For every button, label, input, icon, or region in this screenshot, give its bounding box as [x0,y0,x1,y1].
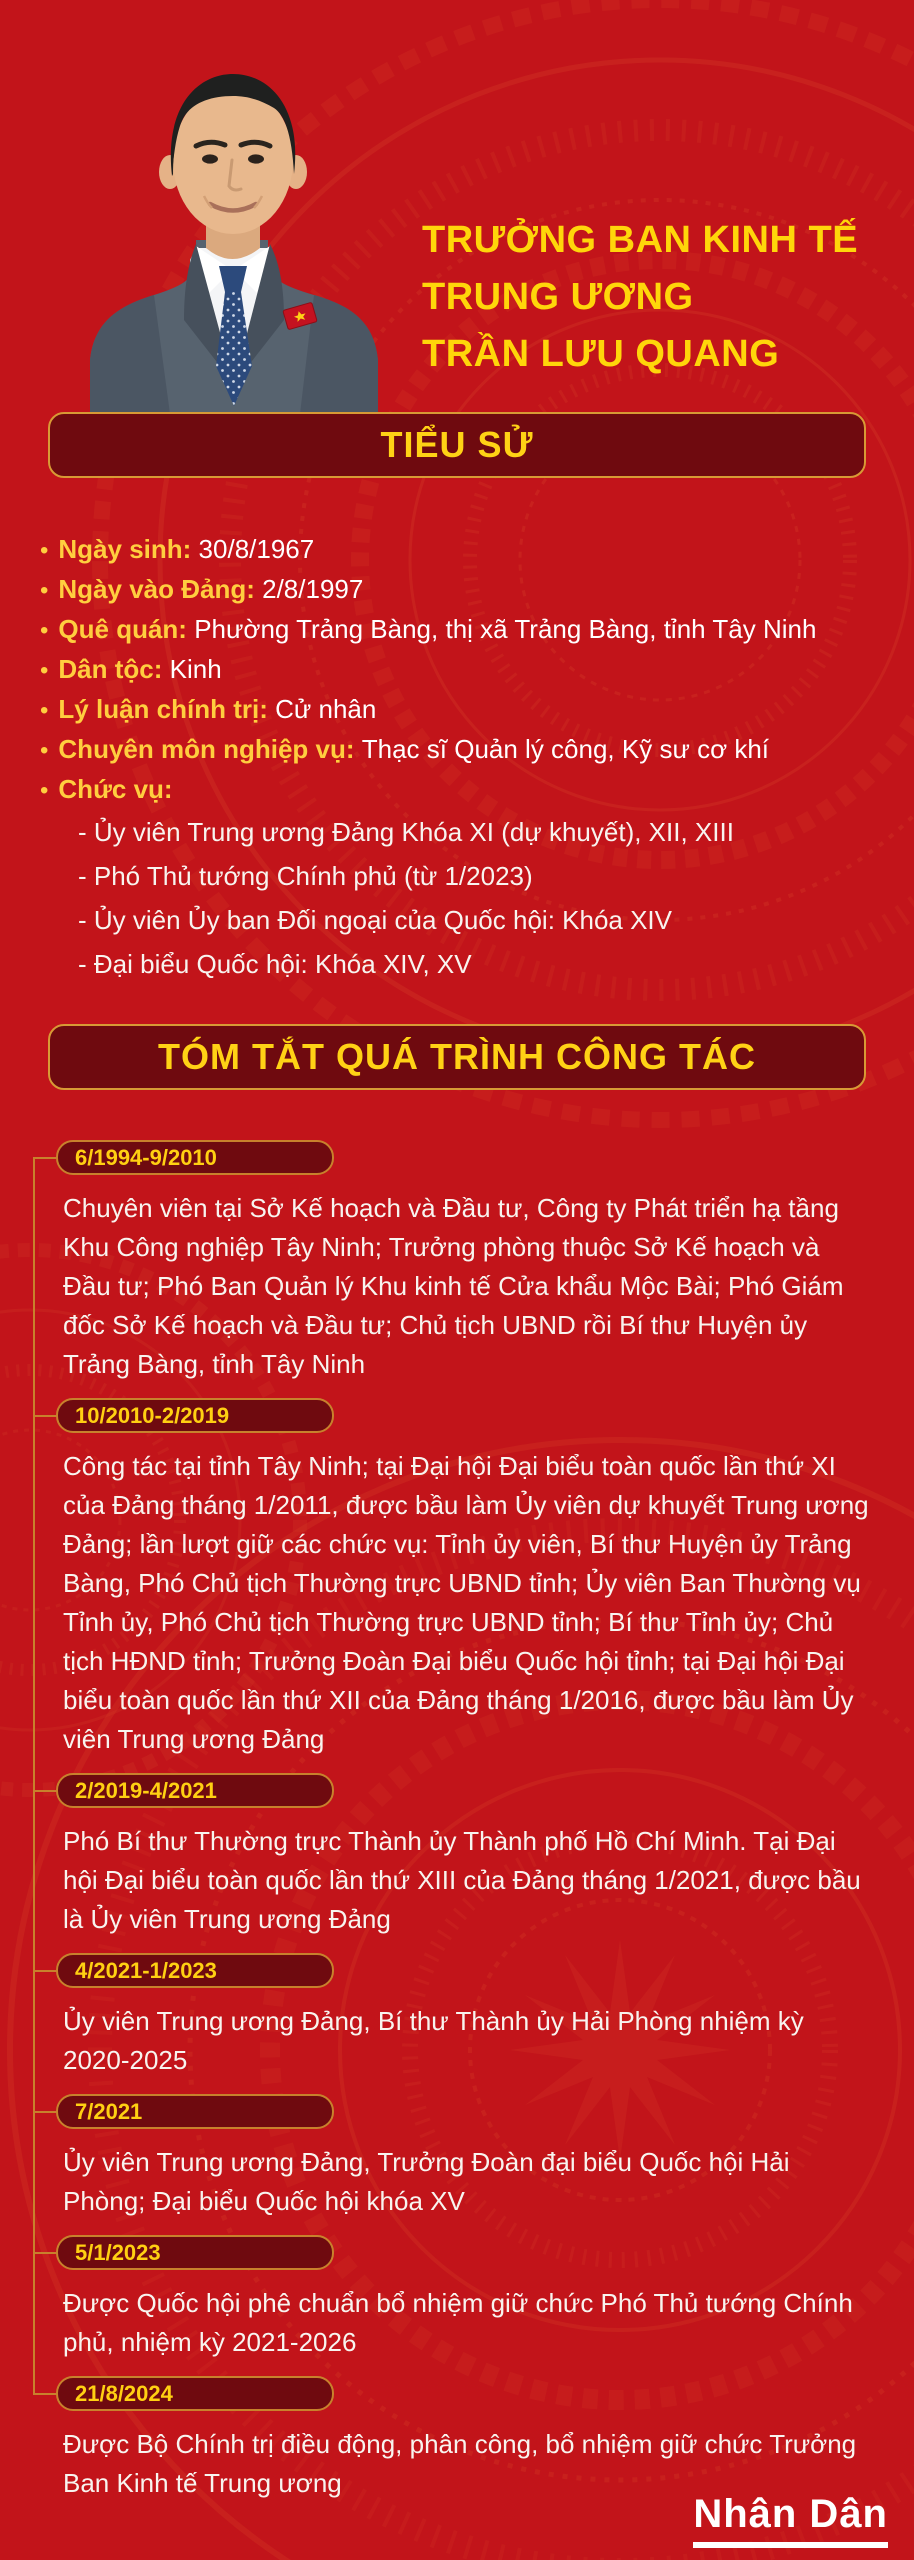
career-timeline [33,1140,874,2517]
bullet-icon: • [40,737,49,764]
timeline-description: Được Bộ Chính trị điều động, phân công, bổ nhiệm giữ chức Trưởng Ban Kinh tế Trung ương [63,2429,857,2498]
timeline-description: Ủy viên Trung ương Đảng, Bí thư Thành ủy Hải Phòng nhiệm kỳ 2020-2025 [63,2006,804,2075]
timeline-period-chip: 7/2021 [56,2094,334,2129]
bio-value: Thạc sĩ Quản lý công, Kỹ sư cơ khí [361,734,770,764]
bio-value: Kinh [169,654,222,684]
timeline-entry [33,2235,874,2362]
bio-value: 30/8/1967 [198,534,315,564]
bullet-icon: • [40,537,49,564]
timeline-description: Phó Bí thư Thường trực Thành ủy Thành phố Hồ Chí Minh. Tại Đại hội Đại biểu toàn quốc lần thứ XIII của Đảng tháng 1/2021, được bầu là Ủy viên Trung ương Đảng [63,1826,861,1934]
timeline-entry [33,1398,874,1759]
bio-position-item: - Đại biểu Quốc hội: Khóa XIV, XV [78,949,472,979]
bio-position-item: - Ủy viên Trung ương Đảng Khóa XI (dự khuyết), XII, XIII [78,817,734,847]
timeline-entry [33,1953,874,2080]
bullet-icon: • [40,617,49,644]
bio-position-item: - Phó Thủ tướng Chính phủ (từ 1/2023) [78,861,533,891]
bullet-icon: • [40,657,49,684]
portrait-photo [38,54,422,414]
timeline-entry [33,1140,874,1384]
bio-item [40,730,884,770]
timeline-period-chip: 5/1/2023 [56,2235,334,2270]
bio-value: Phường Trảng Bàng, thị xã Trảng Bàng, tỉnh Tây Ninh [194,614,817,644]
timeline-description: Ủy viên Trung ương Đảng, Trưởng Đoàn đại biểu Quốc hội Hải Phòng; Đại biểu Quốc hội khóa XV [63,2147,790,2216]
page-title [422,212,892,383]
biography-list [40,530,884,986]
bio-label: Chức vụ: [58,774,173,804]
timeline-period-chip: 2/2019-4/2021 [56,1773,334,1808]
timeline-period-chip: 4/2021-1/2023 [56,1953,334,1988]
title-line-2: TRUNG ƯƠNG [422,276,694,318]
biography-section-header: TIỂU SỬ [48,412,866,478]
bio-label: Dân tộc: [58,654,170,684]
career-section-header: TÓM TẮT QUÁ TRÌNH CÔNG TÁC [48,1024,866,1090]
bio-label: Ngày sinh: [58,534,199,564]
bio-item [40,690,884,730]
timeline-entry [33,1773,874,1939]
bio-item-positions [40,770,884,810]
timeline-period-chip: 10/2010-2/2019 [56,1398,334,1433]
bio-position-item: - Ủy viên Ủy ban Đối ngoại của Quốc hội: Khóa XIV [78,905,672,935]
title-line-1: TRƯỞNG BAN KINH TẾ [422,219,859,261]
bio-label: Ngày vào Đảng: [58,574,263,604]
portrait-illustration [38,54,422,414]
timeline-entry [33,2094,874,2221]
nhandan-logo [693,2492,888,2548]
timeline-description: Được Quốc hội phê chuẩn bổ nhiệm giữ chức Phó Thủ tướng Chính phủ, nhiệm kỳ 2021-2026 [63,2288,853,2357]
bio-value: 2/8/1997 [262,574,364,604]
bio-item [40,570,884,610]
timeline-spine [33,1157,35,2393]
nhandan-logo-text: Nhân Dân [693,2492,888,2536]
bio-label: Lý luận chính trị: [58,694,276,724]
timeline-entry [33,2376,874,2503]
timeline-description: Công tác tại tỉnh Tây Ninh; tại Đại hội Đại biểu toàn quốc lần thứ XI của Đảng tháng 1/2011, được bầu làm Ủy viên dự khuyết Trung ương Đảng; lần lượt giữ các chức vụ: Tỉnh ủy viên, Bí thư Huyện ủy Trảng Bàng, Phó Chủ tịch Thường trực UBND tỉnh; Ủy viên Ban Thường vụ Tỉnh ủy, Phó Chủ tịch Thường trực UBND tỉnh; Bí thư Tỉnh ủy; Chủ tịch HĐND tỉnh; Trưởng Đoàn Đại biểu Quốc hội tỉnh; tại Đại hội Đại biểu toàn quốc lần thứ XII của Đảng tháng 1/2016, được bầu làm Ủy viên Trung ương Đảng [63,1451,869,1754]
bullet-icon: • [40,777,49,804]
bullet-icon: • [40,697,49,724]
title-line-3: TRẦN LƯU QUANG [422,333,780,375]
bio-item [40,610,884,650]
bio-value: Cử nhân [275,694,377,724]
timeline-period-chip: 6/1994-9/2010 [56,1140,334,1175]
bullet-icon: • [40,577,49,604]
bio-item [40,650,884,690]
timeline-period-chip: 21/8/2024 [56,2376,334,2411]
bio-label: Quê quán: [58,614,195,644]
bio-label: Chuyên môn nghiệp vụ: [58,734,362,764]
bio-item [40,530,884,570]
timeline-description: Chuyên viên tại Sở Kế hoạch và Đầu tư, Công ty Phát triển hạ tầng Khu Công nghiệp Tây Ninh; Trưởng phòng thuộc Sở Kế hoạch và Đầu tư; Phó Ban Quản lý Khu kinh tế Cửa khẩu Mộc Bài; Phó Giám đốc Sở Kế hoạch và Đầu tư; Chủ tịch UBND rồi Bí thư Huyện ủy Trảng Bàng, tỉnh Tây Ninh [63,1193,844,1379]
